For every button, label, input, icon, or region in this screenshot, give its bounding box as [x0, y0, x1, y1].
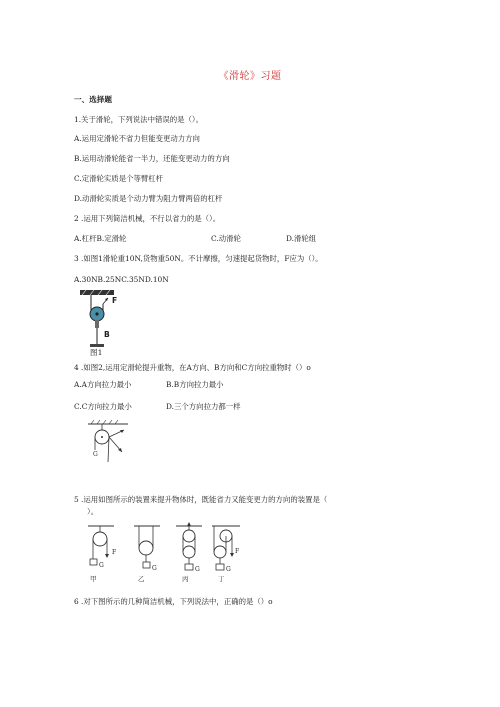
q5-stem-line2: ）。: [87, 507, 99, 516]
q5-stem-line1: 5 .运用如图所示的装置来提升物体时，既能省力又能变更力的方向的装置是（: [74, 495, 328, 504]
q1-option-b: B.运用动滑轮能省一半力，还能变更动力的方向: [74, 154, 230, 163]
q5-fig-ding-weight-label: G: [226, 566, 231, 573]
svg-text:G: G: [93, 451, 98, 458]
document-title: 《滑轮》习题: [218, 71, 282, 82]
q5-fig-caption-yi: 乙: [138, 575, 145, 583]
q5-fig-caption-bing: 丙: [182, 575, 189, 583]
q5-fig-bing-weight-label: G: [195, 566, 200, 573]
q4-option-a: A.A方向拉力最小: [74, 380, 132, 389]
q3-options: A.30NB.25NC.35ND.10N: [74, 275, 169, 284]
figure-2-diagram: [88, 420, 148, 470]
q1-option-d: D.动滑轮实质是个动力臂为阻力臂两倍的杠杆: [74, 194, 223, 203]
q1-option-a: A.运用定滑轮不省力但能变更动力方向: [74, 134, 200, 143]
q5-fig-caption-jia: 甲: [90, 575, 97, 583]
figure-1-diagram: [80, 290, 140, 358]
q6-stem: 6 .对下图所示的几种简洁机械，下列说法中，正确的是（）o: [74, 597, 273, 606]
q2-option-ab: A.杠杆B.定滑轮: [74, 234, 127, 243]
q3-stem: 3 .如图1滑轮重10N,货物重50N。不计摩擦，匀速提起货物时，F应为（）。: [74, 254, 323, 263]
q2-option-c: C.动滑轮: [211, 234, 241, 243]
q1-option-c: C.定滑轮实质是个等臂杠杆: [74, 174, 164, 183]
q5-fig-yi-weight-label: G: [152, 565, 157, 572]
section-heading: 一、选择题: [74, 95, 112, 104]
q2-stem: 2 .运用下列简洁机械，不行以省力的是（）。: [74, 214, 221, 223]
q5-fig-ding-force-label: F: [235, 548, 240, 555]
q4-option-d: D.三个方向拉力都一样: [166, 402, 241, 411]
q4-option-b: B.B方向拉力最小: [166, 380, 224, 389]
q5-pulley-figures: [80, 522, 260, 578]
figure-1-label-b: B: [104, 330, 110, 339]
q4-option-c: C.C方向拉力最小: [74, 402, 132, 411]
figure-1-label-f: F: [112, 296, 118, 305]
q4-stem: 4 .如图2,运用定滑轮提升重物，在A方向、B方向和C方向拉重物时（）o: [74, 363, 311, 372]
q1-stem: 1.关于滑轮，下列说法中错误的是（）。: [74, 115, 203, 124]
figure-1-caption: 图1: [90, 348, 103, 357]
q5-fig-jia-weight-label: G: [99, 562, 104, 569]
q5-fig-caption-ding: 丁: [218, 575, 225, 583]
q2-option-d: D.滑轮组: [286, 234, 317, 243]
q5-fig-jia-force-label: F: [112, 549, 117, 556]
